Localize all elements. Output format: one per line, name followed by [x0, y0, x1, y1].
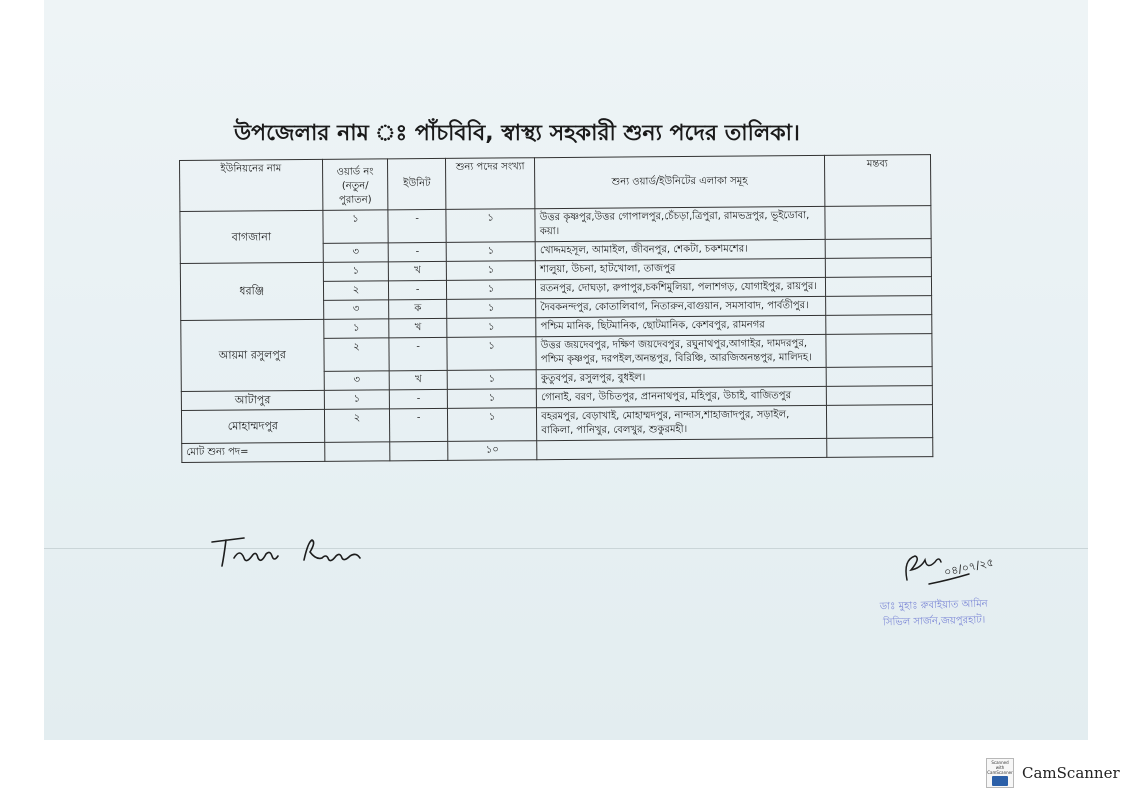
remarks-cell	[825, 239, 932, 259]
ward-cell: ৩	[324, 371, 390, 391]
remarks-cell	[826, 386, 933, 406]
count-cell: ১	[446, 261, 535, 281]
area-cell: উত্তর জয়দেবপুর, দক্ষিণ জয়দেবপুর, রঘুনাথপুর,আগাইর, দামদরপুর, পশ্চিম কৃষ্ণপুর, দরপইল,অনন্তপুর, বিরিঞ্চি, আরজিঅনন্তপুর, মালিদহ।	[536, 334, 826, 369]
unit-cell: -	[390, 389, 448, 408]
unit-cell: -	[389, 280, 447, 299]
camscanner-caption: Scanned with CamScanner	[987, 759, 1013, 775]
unit-cell: খ	[390, 370, 448, 389]
ward-cell: ২	[323, 338, 389, 372]
unit-cell: -	[388, 209, 446, 242]
unit-cell: -	[389, 242, 447, 261]
ward-cell: ১	[323, 319, 389, 339]
ward-cell: ২	[323, 281, 389, 301]
area-cell: রতনপুর, দোঘড়া, রুপাপুর,চকশিমুলিয়া, পলাশগড়, যোগাইপুর, রায়পুর।	[536, 277, 825, 298]
count-cell: ১	[447, 318, 536, 338]
remarks-cell	[824, 206, 931, 240]
scanned-page	[44, 0, 1088, 740]
area-cell: কুতুবপুর, রসুলপুর, বুধইল।	[536, 367, 825, 388]
count-cell: ১	[446, 280, 535, 300]
remarks-cell	[826, 367, 933, 387]
camscanner-brand: CamScanner	[1022, 764, 1120, 782]
ward-cell: ১	[322, 210, 388, 244]
remarks-cell	[825, 315, 932, 335]
signature-date: ০৪/০৭/২৫	[942, 555, 995, 579]
header-remarks: মন্তব্য	[824, 155, 931, 207]
header-unit: ইউনিট	[388, 158, 446, 209]
header-area: শুন্য ওয়ার্ড/ইউনিটের এলাকা সমূহ	[535, 155, 825, 208]
remarks-cell	[826, 405, 933, 439]
union-name-cell: ধরঞ্জি	[180, 262, 323, 320]
stamp-name: ডাঃ মুহাঃ রুবাইয়াত আমিন	[879, 598, 988, 613]
remarks-cell	[825, 334, 932, 368]
area-cell: বহরমপুর, বেড়াখাই, মোহাম্মদপুর, নান্দাস,শাহাজাদপুর, সড়াইল, বাকিলা, পানিখুর, বেলখুর, শুকুরমহী।	[537, 405, 827, 440]
remarks-cell	[825, 277, 932, 297]
camscanner-logo-icon	[986, 758, 1014, 788]
unit-cell: খ	[389, 261, 447, 280]
union-name-cell: আয়মা রসুলপুর	[181, 319, 324, 391]
area-cell: শালুয়া, উচনা, হাটখোলা, তাজপুর	[536, 258, 825, 279]
camscanner-watermark	[986, 758, 1120, 788]
area-cell: উত্তর কৃষ্ণপুর,উত্তর গোপালপুর,চেঁচড়া,ত্রিপুরা, রামভদ্রপুর, ভূইডোবা, কয়া।	[535, 206, 825, 241]
ward-cell: ২	[324, 409, 390, 443]
header-count: শুন্য পদের সংখ্যা	[445, 158, 535, 210]
table-header-row	[180, 155, 931, 212]
count-cell: ১	[446, 209, 536, 243]
ward-cell: ১	[324, 390, 390, 410]
ward-cell: ৩	[323, 300, 389, 320]
remarks-cell	[825, 258, 932, 278]
union-name-cell: আটাপুর	[181, 390, 324, 410]
count-cell: ১	[447, 299, 536, 319]
union-name-cell: বাগজানা	[180, 210, 323, 263]
area-cell: পশ্চিম মানিক, ছিটমানিক, ছোটমানিক, কেশবপুর, রামনগর	[536, 315, 825, 336]
count-cell: ১	[446, 242, 535, 262]
ward-cell: ৩	[323, 243, 389, 263]
vacancy-table	[179, 154, 933, 463]
unit-cell: -	[390, 408, 448, 441]
count-cell: ১	[447, 337, 537, 371]
count-cell: ১	[447, 389, 536, 409]
union-name-cell: মোহাম্মদপুর	[181, 409, 324, 443]
remarks-cell	[825, 296, 932, 316]
signature-right	[899, 540, 1019, 592]
area-cell: দৈবকনন্দপুর, কোতালিবাগ, নিতারুন,বাগুয়ান, সমসাবাদ, পার্বতীপুর।	[536, 296, 825, 317]
header-ward: ওয়ার্ড নং (নতুন/পুরাতন)	[322, 159, 388, 211]
unit-cell: খ	[389, 318, 447, 337]
area-cell: খোদ্দমহসূল, আমাইল, জীবনপুর, শেকটা, চকশমশের।	[535, 239, 824, 260]
area-cell: গোনাই, বরণ, উচিতপুর, প্রাননাথপুর, মহিপুর, উচাই, বাজিতপুর	[537, 386, 826, 407]
stamp-designation: সিভিল সার্জন,জয়পুরহাট।	[882, 614, 986, 629]
unit-cell: -	[389, 337, 447, 370]
unit-cell: ক	[389, 299, 447, 318]
document-title: উপজেলার নাম ঃ পাঁচবিবি, স্বাস্থ্য সহকারী শুন্য পদের তালিকা।	[234, 121, 800, 146]
total-label: মোট শুন্য পদ=	[182, 442, 325, 462]
header-union: ইউনিয়নের নাম	[180, 159, 323, 211]
signature-left	[204, 530, 404, 578]
total-value: ১০	[448, 441, 537, 461]
ward-cell: ১	[323, 262, 389, 282]
official-stamp	[854, 596, 1015, 632]
count-cell: ১	[447, 370, 536, 390]
count-cell: ১	[447, 408, 537, 442]
